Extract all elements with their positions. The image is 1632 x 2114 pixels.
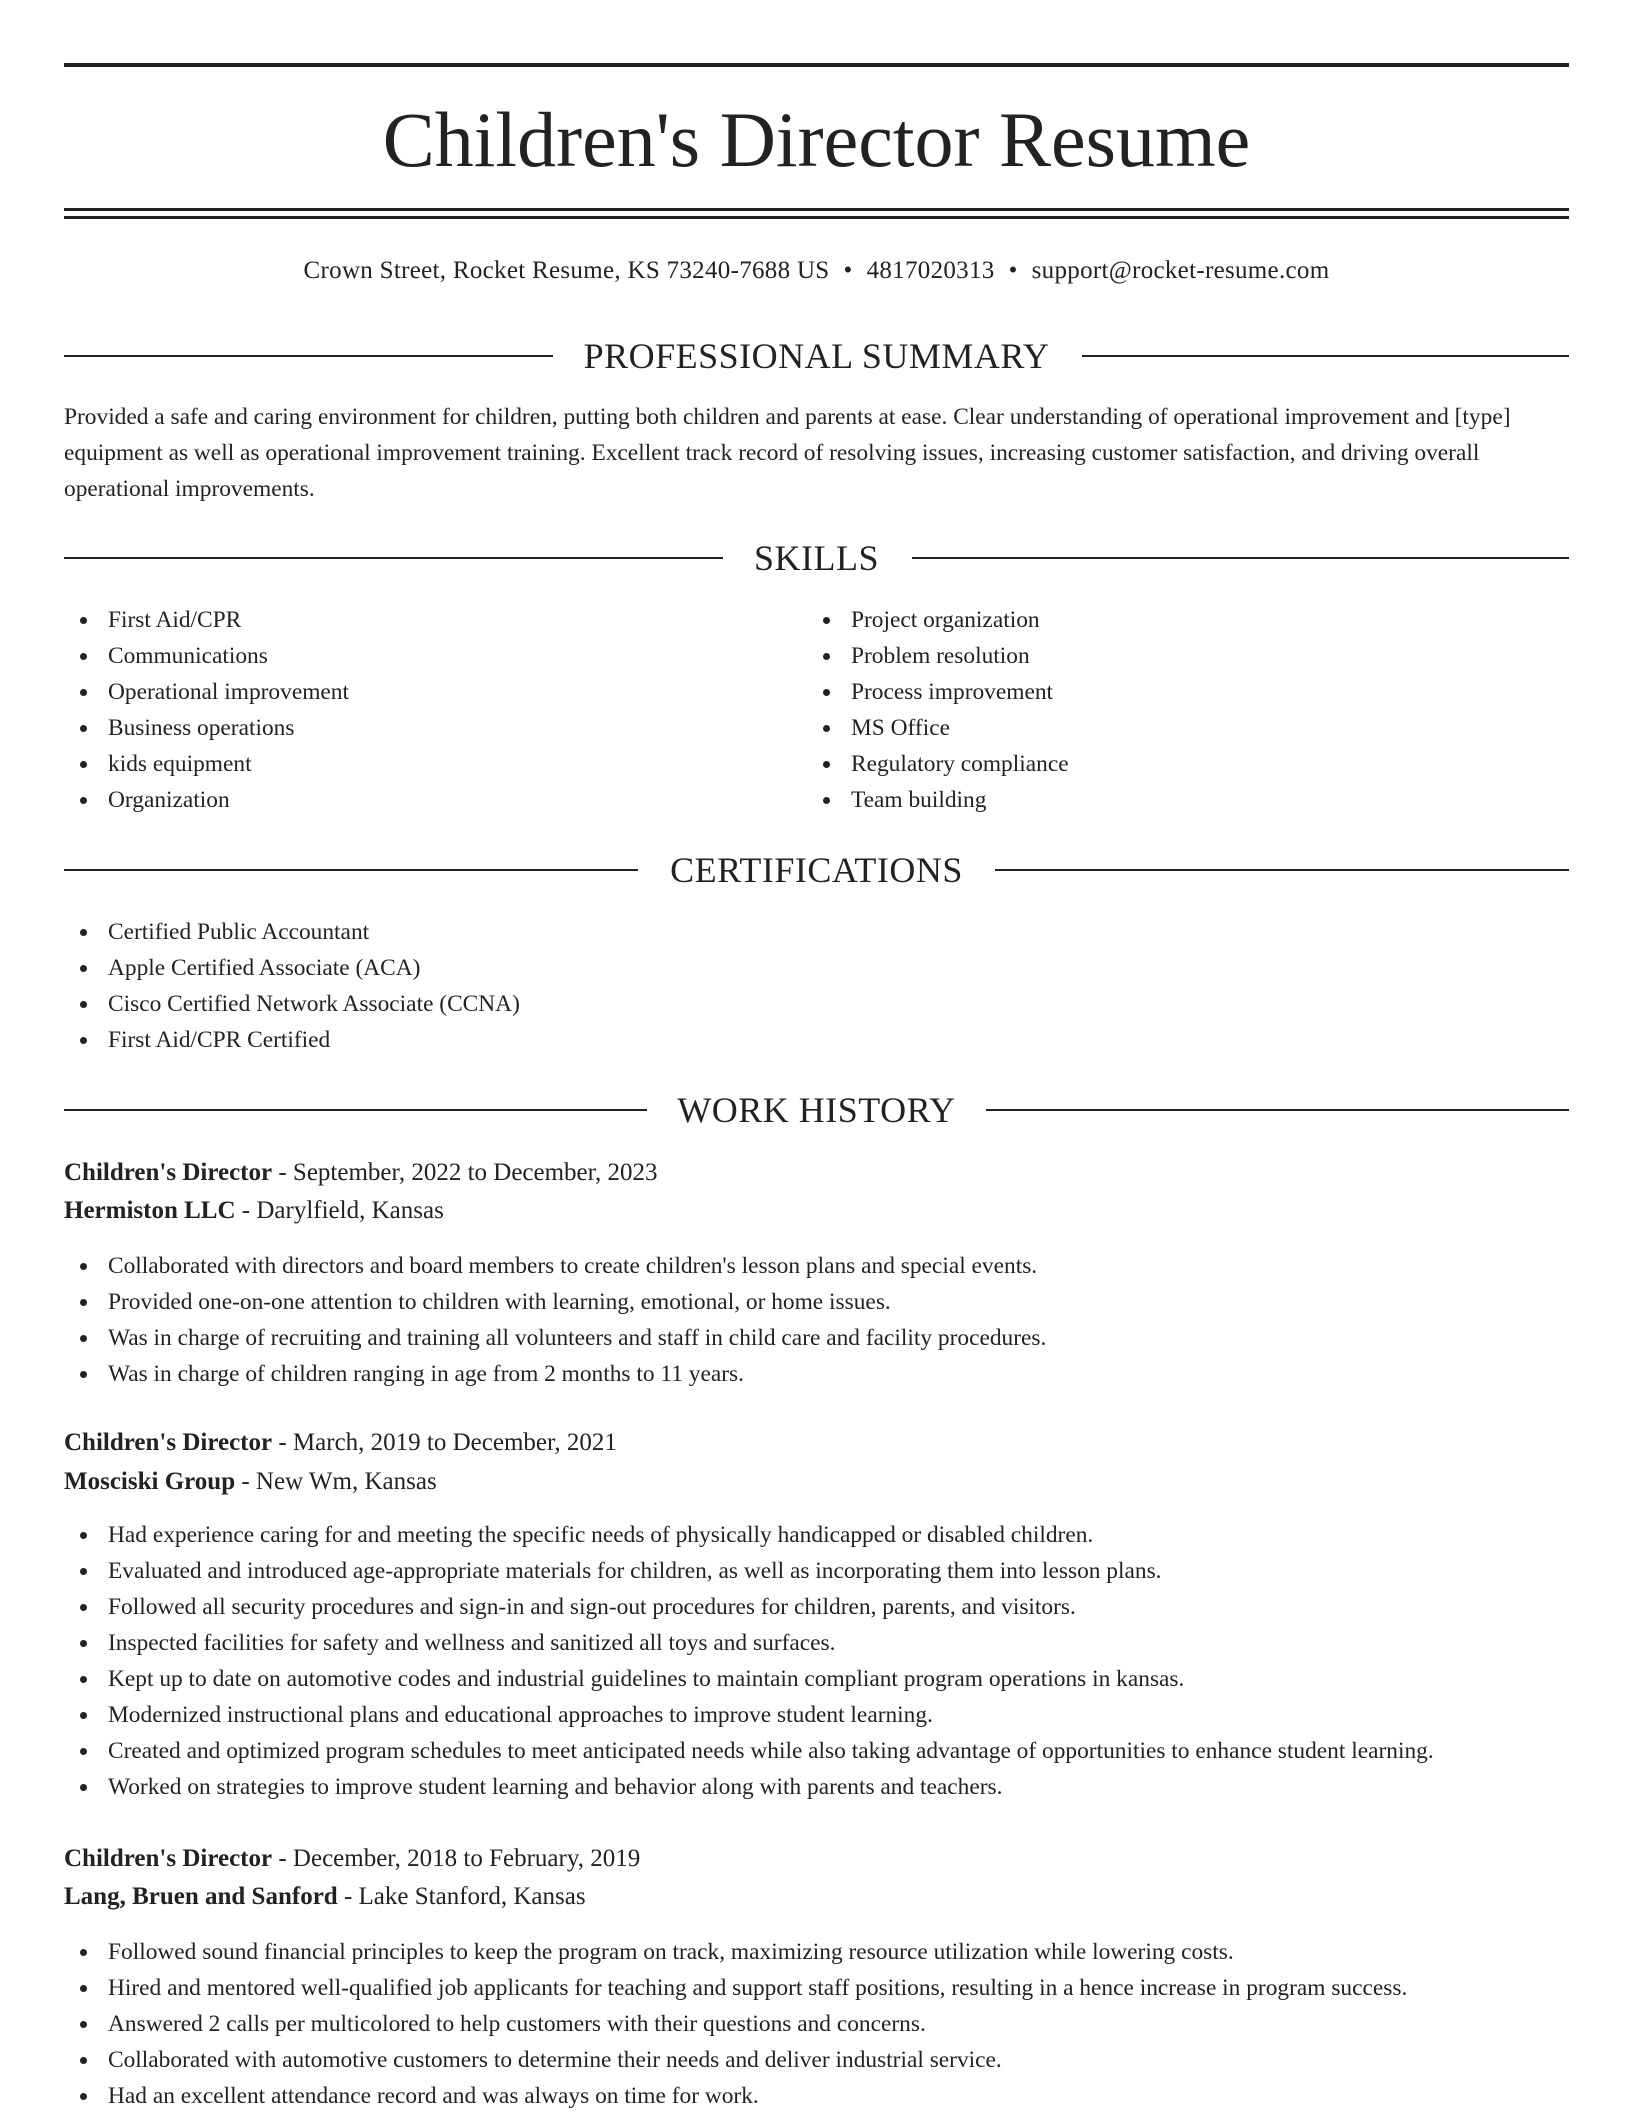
list-item: Business operations	[64, 710, 349, 746]
summary-text: Provided a safe and caring environment for children, putting both children and parents at ease. Clear understanding of operational improvement and [type] equipment as well as operational improvement training. Excellent track record of resolving issues, increasing customer satisfaction, and driving overall operational improvements.	[64, 404, 1511, 502]
list-item: Regulatory compliance	[807, 746, 1069, 782]
list-item: Organization	[64, 782, 349, 818]
list-item: Followed sound financial principles to keep the program on track, maximizing resource utilization while lowering costs.	[64, 1934, 1407, 1970]
bullet-icon	[80, 1748, 87, 1755]
bullet-icon	[80, 1568, 87, 1575]
list-item: First Aid/CPR Certified	[64, 1022, 520, 1058]
bullet-icon	[80, 1371, 87, 1378]
list-item: MS Office	[807, 710, 1069, 746]
skills-list-left	[64, 602, 349, 818]
list-item: First Aid/CPR	[64, 602, 349, 638]
title-top-rule	[64, 63, 1569, 67]
list-item: Had experience caring for and meeting the specific needs of physically handicapped or disabled children.	[64, 1517, 1434, 1553]
job-title: Children's Director	[64, 1429, 273, 1456]
list-item: Worked on strategies to improve student learning and behavior along with parents and teachers.	[64, 1769, 1434, 1805]
job-company-line	[64, 1463, 437, 1501]
list-item: Provided one-on-one attention to children with learning, emotional, or home issues.	[64, 1284, 1046, 1320]
certifications-list	[64, 914, 520, 1058]
contact-line	[64, 254, 1569, 288]
bullet-icon	[80, 653, 87, 660]
bullet-icon	[80, 1712, 87, 1719]
list-item: Operational improvement	[64, 674, 349, 710]
section-header-skills	[64, 536, 1569, 580]
job-bullets	[64, 1934, 1407, 2114]
bullet-icon	[80, 1604, 87, 1611]
title-bottom-rule-upper	[64, 208, 1569, 211]
job-dates: - December, 2018 to February, 2019	[272, 1845, 641, 1872]
list-item: Collaborated with automotive customers to determine their needs and deliver industrial service.	[64, 2042, 1407, 2078]
bullet-icon	[80, 2021, 87, 2028]
section-title-summary: PROFESSIONAL SUMMARY	[583, 336, 1050, 376]
list-item: Kept up to date on automotive codes and industrial guidelines to maintain compliant program operations in kansas.	[64, 1661, 1434, 1697]
list-item: Evaluated and introduced age-appropriate materials for children, as well as incorporating them into lesson plans.	[64, 1553, 1434, 1589]
bullet-icon	[823, 761, 830, 768]
job-location: - Lake Stanford, Kansas	[337, 1883, 586, 1910]
bullet-icon	[80, 797, 87, 804]
job-title-line	[64, 1424, 617, 1462]
bullet-icon	[823, 725, 830, 732]
section-title-skills: SKILLS	[753, 538, 879, 578]
bullet-icon	[80, 689, 87, 696]
section-title-certifications: CERTIFICATIONS	[670, 850, 963, 890]
job-dates: - September, 2022 to December, 2023	[272, 1159, 658, 1186]
job-company: Mosciski Group	[64, 1468, 236, 1495]
bullet-icon	[80, 929, 87, 936]
list-item: Project organization	[807, 602, 1069, 638]
job-dates: - March, 2019 to December, 2021	[272, 1429, 617, 1456]
list-item: Had an excellent attendance record and was always on time for work.	[64, 2078, 1407, 2114]
list-item: Was in charge of recruiting and training all volunteers and staff in child care and facility procedures.	[64, 1320, 1046, 1356]
list-item: Modernized instructional plans and educational approaches to improve student learning.	[64, 1697, 1434, 1733]
bullet-icon	[80, 1299, 87, 1306]
bullet-icon	[80, 2093, 87, 2100]
list-item: kids equipment	[64, 746, 349, 782]
list-item: Hired and mentored well-qualified job applicants for teaching and support staff positions, resulting in a hence increase in program success.	[64, 1970, 1407, 2006]
bullet-icon	[80, 1676, 87, 1683]
list-item: Created and optimized program schedules to meet anticipated needs while also taking advantage of opportunities to enhance student learning.	[64, 1733, 1434, 1769]
bullet-icon	[80, 1532, 87, 1539]
bullet-icon	[80, 1640, 87, 1647]
list-item: Process improvement	[807, 674, 1069, 710]
bullet-icon	[80, 617, 87, 624]
page-title: Children's Director Resume	[382, 96, 1251, 183]
contact-address: Crown Street, Rocket Resume, KS 73240-7688 US	[303, 257, 830, 284]
list-item: Certified Public Accountant	[64, 914, 520, 950]
job-location: - Darylfield, Kansas	[235, 1197, 444, 1224]
section-header-summary	[64, 334, 1569, 378]
resume-page	[64, 0, 1569, 2112]
list-item: Cisco Certified Network Associate (CCNA)	[64, 986, 520, 1022]
job-bullets	[64, 1248, 1046, 1392]
skills-list-right	[807, 602, 1069, 818]
bullet-icon	[80, 1335, 87, 1342]
job-title: Children's Director	[64, 1159, 273, 1186]
list-item: Answered 2 calls per multicolored to help customers with their questions and concerns.	[64, 2006, 1407, 2042]
bullet-icon	[80, 1263, 87, 1270]
bullet-icon	[823, 653, 830, 660]
contact-phone: 4817020313	[866, 257, 995, 284]
contact-separator: •	[1008, 257, 1018, 284]
list-item: Team building	[807, 782, 1069, 818]
list-item: Collaborated with directors and board members to create children's lesson plans and special events.	[64, 1248, 1046, 1284]
bullet-icon	[80, 965, 87, 972]
section-header-work-history	[64, 1088, 1569, 1132]
title-bottom-rule-lower	[64, 216, 1569, 219]
job-location: - New Wm, Kansas	[235, 1468, 437, 1495]
list-item: Inspected facilities for safety and wellness and sanitized all toys and surfaces.	[64, 1625, 1434, 1661]
bullet-icon	[80, 1784, 87, 1791]
bullet-icon	[80, 1001, 87, 1008]
bullet-icon	[80, 2057, 87, 2064]
job-bullets	[64, 1517, 1434, 1805]
job-company: Lang, Bruen and Sanford	[64, 1883, 338, 1910]
section-header-certifications	[64, 848, 1569, 892]
list-item: Apple Certified Associate (ACA)	[64, 950, 520, 986]
job-title-line	[64, 1840, 640, 1878]
bullet-icon	[823, 617, 830, 624]
list-item: Communications	[64, 638, 349, 674]
bullet-icon	[80, 725, 87, 732]
contact-email: support@rocket-resume.com	[1031, 257, 1330, 284]
job-company-line	[64, 1878, 586, 1916]
job-company: Hermiston LLC	[64, 1197, 236, 1224]
bullet-icon	[80, 1949, 87, 1956]
bullet-icon	[80, 761, 87, 768]
bullet-icon	[823, 797, 830, 804]
contact-separator: •	[843, 257, 853, 284]
bullet-icon	[823, 689, 830, 696]
job-title: Children's Director	[64, 1845, 273, 1872]
job-company-line	[64, 1192, 444, 1230]
bullet-icon	[80, 1037, 87, 1044]
list-item: Followed all security procedures and sign-in and sign-out procedures for children, parents, and visitors.	[64, 1589, 1434, 1625]
job-title-line	[64, 1154, 657, 1192]
bullet-icon	[80, 1985, 87, 1992]
list-item: Problem resolution	[807, 638, 1069, 674]
list-item: Was in charge of children ranging in age from 2 months to 11 years.	[64, 1356, 1046, 1392]
section-title-work-history: WORK HISTORY	[677, 1090, 956, 1130]
